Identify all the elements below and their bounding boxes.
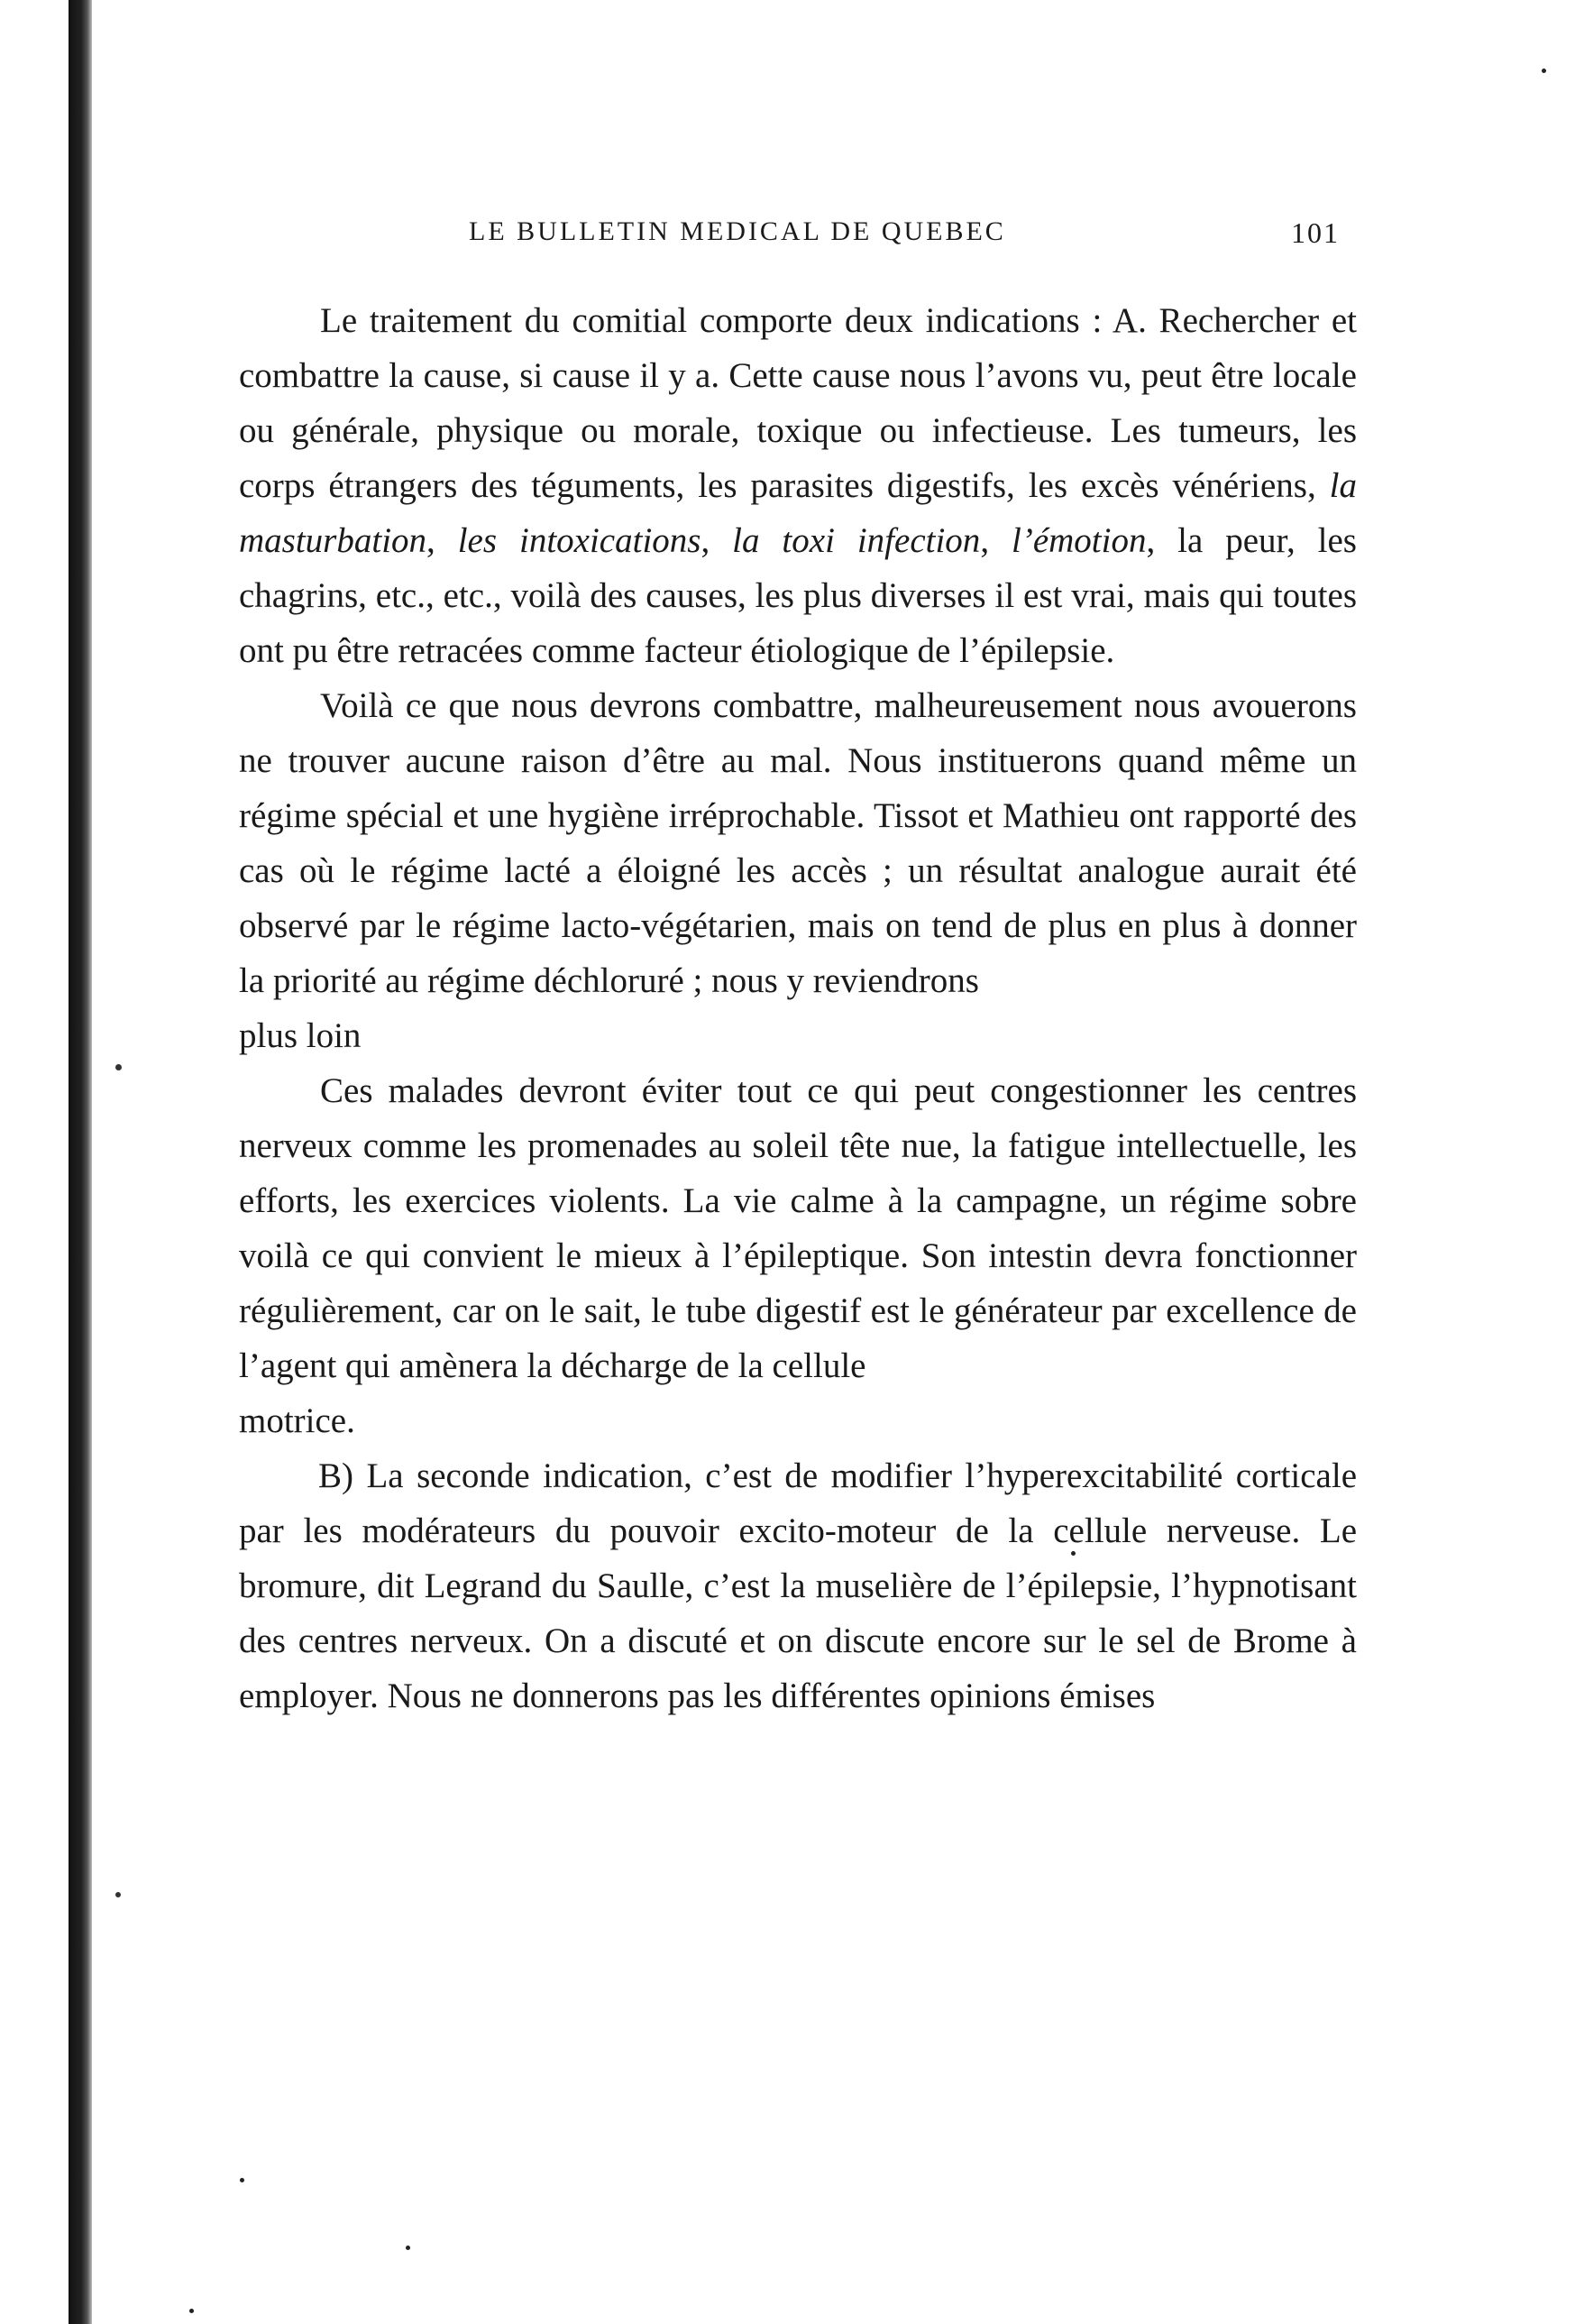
paragraph-3-tail: motrice. [239,1401,355,1440]
paragraph-1-italic-2: les intoxications [457,521,701,560]
binding-speck [115,1892,121,1897]
paragraph-3: Ces malades devront éviter tout ce qui peut congestionner les centres nerveux comme les promenades au soleil tête nue, la fatigue intellectuelle, les efforts, les exercices violents. La vie calme à la campagne, un régime sobre voilà ce qui convient le mieux à l’épileptique. Son intestin devra fonctionner régulièrement, car on le sait, le tube digestif est le générateur par excellence de l’agent qui amènera la décharge de la cellule [239,1071,1357,1385]
stray-mark [1071,1551,1076,1556]
paragraph-1-sep-1: , [426,521,458,560]
paragraph-1-text-a: Le traitement du comitial comporte deux indications : A. Rechercher et combattre la cause, si cause il y a. Cette cause nous l’avons vu, peut être locale ou générale, physique ou morale, toxique ou infectieuse. Les tumeurs, les corps étrangers des téguments, les parasites digestifs, les excès vénériens, [239,301,1357,505]
paragraph-2: Voilà ce que nous devrons combattre, malheureusement nous avouerons ne trouver aucune raison d’être au mal. Nous instituerons quand même un régime spécial et une hygiène irréprochable. Tissot et Mathieu ont rapporté des cas où le régime lacté a éloigné les accès ; un résultat analogue aurait été observé par le régime lacto-végétarien, mais on tend de plus en plus à donner la priorité au régime déchloruré ; nous y reviendrons [239,686,1357,1000]
paragraph-1-sep-3: , [980,521,1012,560]
paragraph-1-italic-1: la masturbation [239,466,1357,560]
page-number: 101 [1291,216,1340,249]
paragraph-1-italic-4: l’émotion [1012,521,1147,560]
paragraph-1 [239,293,1357,678]
stray-mark [1542,69,1546,73]
stray-mark [240,2178,244,2182]
binding-speck [115,1064,122,1070]
paragraph-4: B) La seconde indication, c’est de modifier l’hyperexcitabilité corticale par les modérateurs du pouvoir excito-moteur de la cellule nerveuse. Le bromure, dit Legrand du Saulle, c’est la muselière de l’épilepsie, l’hypnotisant des centres nerveux. On a discuté et on discute encore sur le sel de Brome à employer. Nous ne donnerons pas les différentes opinions émises [239,1456,1357,1715]
paragraph-1-italic-3: la toxi infection [732,521,981,560]
paragraph-1-text-b: , la peur, les chagrins, etc., etc., voilà des causes, les plus diverses il est vrai, mais qui toutes ont pu être retracées comme facteur étiologique de l’épilepsie. [239,521,1357,670]
binding-edge [69,0,92,2324]
paragraph-2-tail: plus loin [239,1016,362,1055]
stray-mark [189,2309,194,2313]
body-text [239,293,1357,1723]
stray-mark [406,2246,410,2250]
running-head: LE BULLETIN MEDICAL DE QUEBEC [469,216,1006,246]
paragraph-1-sep-2: , [701,521,733,560]
